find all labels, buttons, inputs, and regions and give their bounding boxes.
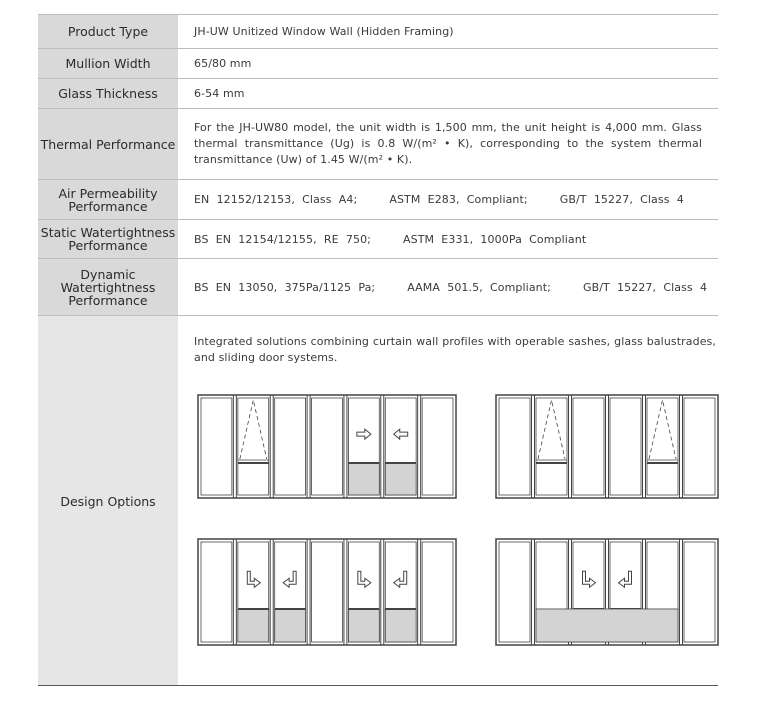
- awning-opening-indicator: [649, 400, 676, 459]
- label-thermal-performance: Thermal Performance: [38, 109, 178, 179]
- panel-awning: [233, 395, 268, 498]
- label-dynamic-line1: Dynamic: [80, 266, 136, 282]
- glass-pane: [201, 398, 232, 495]
- label-air-line1: Air Permeability: [58, 185, 158, 201]
- turn-right-arrow-icon: [358, 571, 371, 587]
- label-static-line2: Performance: [68, 238, 148, 253]
- panel-fixed: [201, 398, 232, 495]
- window-wall-option-2: [495, 394, 719, 499]
- panel-fixed: [201, 542, 232, 642]
- static-standard-bs: BS EN 12154/12155, RE 750;: [194, 232, 371, 246]
- outer-frame: [496, 395, 718, 498]
- turn-left-arrow-icon: [283, 571, 296, 587]
- panel-slide-left: [381, 395, 416, 498]
- window-wall-option-1: [197, 394, 457, 499]
- glass-pane: [573, 398, 604, 495]
- awning-opening-indicator: [538, 400, 565, 459]
- label-mullion-width: Mullion Width: [38, 49, 178, 78]
- static-standard-astm: ASTM E331, 1000Pa Compliant: [402, 232, 587, 246]
- value-mullion-width: 65/80 mm: [194, 57, 252, 70]
- glass-pane: [422, 398, 453, 495]
- lower-fixed-glass: [238, 609, 269, 642]
- glass-pane: [201, 542, 232, 642]
- panel-fixed: [499, 542, 530, 642]
- air-standard-gbt: GB/T 15227, Class 4: [559, 193, 684, 206]
- lower-fixed-glass: [385, 463, 416, 495]
- turn-right-arrow-icon: [583, 571, 596, 587]
- glass-pane: [684, 398, 715, 495]
- dynamic-standard-bs: BS EN 13050, 375Pa/1125 Pa;: [194, 280, 376, 294]
- value-product-type: JH-UW Unitized Window Wall (Hidden Framing): [194, 25, 454, 38]
- value-air-permeability: [178, 180, 718, 219]
- panel-turn-left: [381, 539, 416, 645]
- row-mullion-width: [38, 49, 718, 79]
- value-glass-thickness: 6-54 mm: [194, 87, 245, 100]
- balustrade-glass: [536, 609, 678, 642]
- panel-fixed: [569, 395, 605, 498]
- turn-left-arrow-icon: [619, 571, 632, 587]
- window-wall-option-4: [495, 538, 719, 646]
- row-air-permeability: [38, 180, 718, 220]
- row-static-watertightness: [38, 220, 718, 259]
- panel-fixed: [606, 395, 642, 498]
- awning-opening-indicator: [240, 400, 267, 459]
- glass-pane: [312, 542, 343, 642]
- panel-awning: [532, 395, 568, 498]
- air-standard-en: EN 12152/12153, Class A4;: [194, 193, 358, 206]
- label-static-watertightness: [38, 220, 178, 258]
- panel-fixed: [307, 539, 342, 645]
- table-bottom-rule: [38, 685, 718, 686]
- panel-turn-right: [344, 539, 379, 645]
- window-wall-option-3: [197, 538, 457, 646]
- row-product-type: [38, 14, 718, 49]
- glass-pane: [312, 398, 343, 495]
- glass-pane: [499, 542, 530, 642]
- value-thermal-cell: [178, 109, 718, 179]
- slide-left-arrow-icon: [394, 429, 408, 439]
- lower-fixed-glass: [348, 463, 379, 495]
- row-thermal-performance: [38, 109, 718, 180]
- row-dynamic-watertightness: [38, 259, 718, 316]
- glass-pane: [684, 542, 715, 642]
- panel-fixed: [418, 539, 453, 645]
- label-air-line2: Performance: [68, 198, 148, 214]
- panel-fixed: [270, 395, 305, 498]
- glass-pane: [499, 398, 530, 495]
- turn-left-arrow-icon: [394, 571, 407, 587]
- label-dynamic-watertightness: [38, 259, 178, 315]
- label-design-options: Design Options: [38, 316, 178, 686]
- dynamic-standard-gbt: GB/T 15227, Class 4: [582, 280, 708, 294]
- panel-turn-left: [270, 539, 305, 645]
- label-glass-thickness: Glass Thickness: [38, 79, 178, 108]
- panel-fixed: [680, 395, 716, 498]
- slide-right-arrow-icon: [357, 429, 371, 439]
- label-product-type: Product Type: [38, 15, 178, 48]
- value-static-watertightness: [178, 220, 718, 258]
- panel-slide-right: [344, 395, 379, 498]
- air-standard-astm: ASTM E283, Compliant;: [389, 193, 528, 206]
- panel-turn-right: [233, 539, 268, 645]
- label-air-permeability: [38, 180, 178, 219]
- label-dynamic-line3: Performance: [68, 292, 148, 308]
- glass-pane: [422, 542, 453, 642]
- label-static-line1: Static Watertightness: [40, 225, 176, 240]
- panel-awning: [643, 395, 679, 498]
- panel-fixed: [418, 395, 453, 498]
- panel-fixed: [499, 398, 530, 495]
- lower-fixed-glass: [385, 609, 416, 642]
- turn-right-arrow-icon: [247, 571, 260, 587]
- glass-pane: [610, 398, 641, 495]
- lower-fixed-glass: [348, 609, 379, 642]
- design-options-intro: Integrated solutions combining curtain wall profiles with operable sashes, glass balustrades, and sliding door systems.: [194, 335, 716, 364]
- glass-pane: [275, 398, 306, 495]
- value-thermal-performance: For the JH-UW80 model, the unit width is 1,500 mm, the unit height is 4,000 mm. Glass thermal transmittance (Ug) is 0.8 W/(m² • K), corresponding to the system thermal transmittance (Uw) of 1.45 W/(m² • K).: [194, 121, 702, 166]
- value-dynamic-watertightness: [178, 259, 718, 315]
- lower-fixed-glass: [275, 609, 306, 642]
- dynamic-standard-aama: AAMA 501.5, Compliant;: [407, 280, 551, 294]
- row-glass-thickness: [38, 79, 718, 109]
- panel-fixed: [307, 395, 342, 498]
- label-dynamic-line2: Watertightness: [60, 279, 156, 295]
- panel-fixed: [680, 539, 716, 645]
